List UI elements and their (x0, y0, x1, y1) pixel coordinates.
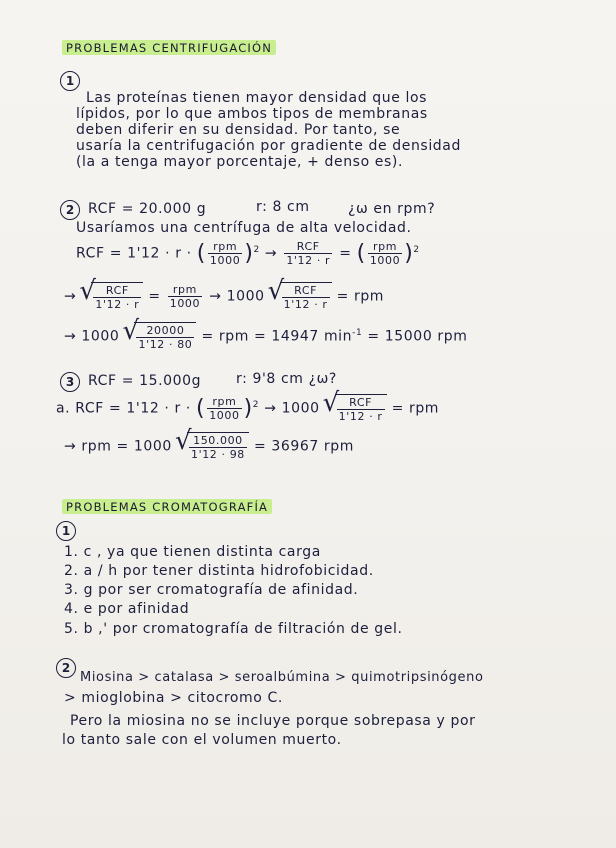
p2-eq2-end: = rpm (336, 288, 385, 305)
equals: = (148, 288, 161, 305)
c1-item-1: 1. c , ya que tienen distinta carga (64, 544, 321, 560)
exponent: 2 (253, 244, 260, 255)
frac-den: 1000 (169, 297, 201, 310)
fraction-rcf-2 (93, 284, 141, 311)
fraction-rpm-1000-b (368, 240, 402, 267)
sqrt-rcf-b (270, 282, 332, 311)
paren-close: ) (244, 240, 254, 266)
p1-line-4: usaría la centrifugación por gradiente de densidad (76, 138, 461, 154)
frac-den: 1'12 · r (338, 410, 383, 423)
p2-equation-3 (64, 322, 467, 351)
frac-num: rpm (168, 283, 202, 297)
p3-equation-2 (64, 432, 354, 461)
fraction-rcf-4 (337, 396, 385, 423)
exponent: 2 (252, 399, 260, 410)
p2-eq3-c: = 15000 rpm (367, 328, 468, 345)
p2-eq3-b: = rpm = 14947 min (201, 328, 353, 345)
frac-num: rpm (368, 240, 402, 254)
problem-3-number: 3 (60, 372, 80, 392)
problem-1-number: 1 (60, 71, 80, 91)
p3-eq2-b: = 36967 rpm (253, 438, 355, 455)
arrow: → (264, 245, 278, 262)
p3-eq1-b: → 1000 (264, 400, 320, 417)
p2-rcf: RCF = 20.000 g (88, 201, 207, 217)
fraction-rpm-1000 (208, 240, 242, 267)
p3-eq1-c: = rpm (391, 400, 440, 417)
fraction-rpm-1000-d (207, 395, 241, 422)
p3-radius: r: 9'8 cm ¿ω? (236, 371, 337, 387)
frac-den: 1'12 · 98 (190, 448, 245, 461)
frac-num: √ 150.000 (189, 434, 247, 448)
exponent: 2 (413, 244, 420, 255)
p2-equation-1 (76, 240, 420, 267)
c2-line-4: lo tanto sale con el volumen muerto. (62, 732, 342, 748)
sqrt-150000 (177, 432, 249, 461)
arrow: → (64, 288, 77, 305)
p1-line-3: deben diferir en su densidad. Por tanto, se (76, 122, 401, 138)
frac-num: RCF (284, 240, 332, 254)
c1-item-5: 5. b ,' por cromatografía de filtración de gel. (64, 621, 403, 637)
frac-num: √ 20000 (136, 324, 194, 338)
paren-open: ( (196, 395, 206, 421)
frac-num: √ RCF (337, 396, 385, 410)
fraction-150000 (189, 434, 247, 461)
frac-num: rpm (208, 240, 242, 254)
section-title-chromatography: PROBLEMAS CROMATOGRAFÍA (62, 499, 272, 514)
c1-item-3: 3. g por ser cromatografía de afinidad. (64, 582, 359, 598)
c1-item-4: 4. e por afinidad (64, 601, 190, 617)
exponent: -1 (352, 327, 363, 338)
frac-num: rpm (207, 395, 241, 409)
p1-line-5: (la a tenga mayor porcentaje, + denso es). (76, 154, 404, 170)
frac-den: 1000 (209, 409, 240, 422)
c2-line-1: Miosina > catalasa > seroalbúmina > quimotripsinógeno (80, 670, 484, 685)
paren-open: ( (196, 240, 206, 266)
frac-den: 1000 (209, 254, 241, 267)
frac-den: 1'12 · 80 (138, 338, 193, 351)
p2-radius: r: 8 cm (256, 199, 310, 215)
p2-eq1-left: RCF = 1'12 · r · (76, 245, 192, 262)
chrom-problem-1-number: 1 (56, 521, 76, 541)
fraction-rcf-3 (282, 284, 330, 311)
frac-den: 1000 (369, 254, 401, 267)
paren-close: ) (243, 395, 253, 421)
frac-den: 1'12 · r (283, 298, 328, 311)
p2-eq2-right: → 1000 (209, 288, 265, 305)
frac-den: 1'12 · r (95, 298, 140, 311)
p2-question: ¿ω en rpm? (348, 201, 436, 217)
p2-line-2: Usaríamos una centrífuga de alta velocidad. (76, 220, 412, 236)
p1-line-2: lípidos, por lo que ambos tipos de membranas (76, 106, 428, 122)
frac-num: √ RCF (282, 284, 330, 298)
p3-rcf: RCF = 15.000g (88, 373, 202, 389)
paren-open: ( (356, 240, 366, 266)
problem-2-number: 2 (60, 200, 80, 220)
fraction-rcf (284, 240, 332, 267)
frac-den: 1'12 · r (286, 254, 331, 267)
p3-eq1-a: a. RCF = 1'12 · r · (56, 400, 191, 417)
p1-line-1: Las proteínas tienen mayor densidad que los (86, 90, 428, 106)
equals: = (339, 245, 352, 262)
sqrt-rcf (81, 282, 143, 311)
chrom-problem-2-number: 2 (56, 658, 76, 678)
fraction-rpm-1000-c (168, 283, 202, 310)
paren-close: ) (404, 240, 414, 266)
p3-eq2-a: → rpm = 1000 (64, 438, 172, 455)
fraction-20000 (136, 324, 194, 351)
c2-line-2: > mioglobina > citocromo C. (64, 690, 283, 706)
p3-equation-1 (56, 394, 439, 423)
section-title-centrifugation: PROBLEMAS CENTRIFUGACIÓN (62, 40, 276, 55)
sqrt-20000 (124, 322, 196, 351)
p2-equation-2 (64, 282, 384, 311)
frac-num: √ RCF (93, 284, 141, 298)
sqrt-rcf-c (325, 394, 387, 423)
c2-line-3: Pero la miosina no se incluye porque sobrepasa y por (70, 713, 476, 729)
c1-item-2: 2. a / h por tener distinta hidrofobicidad. (64, 563, 374, 579)
p2-eq3-a: → 1000 (64, 328, 120, 345)
